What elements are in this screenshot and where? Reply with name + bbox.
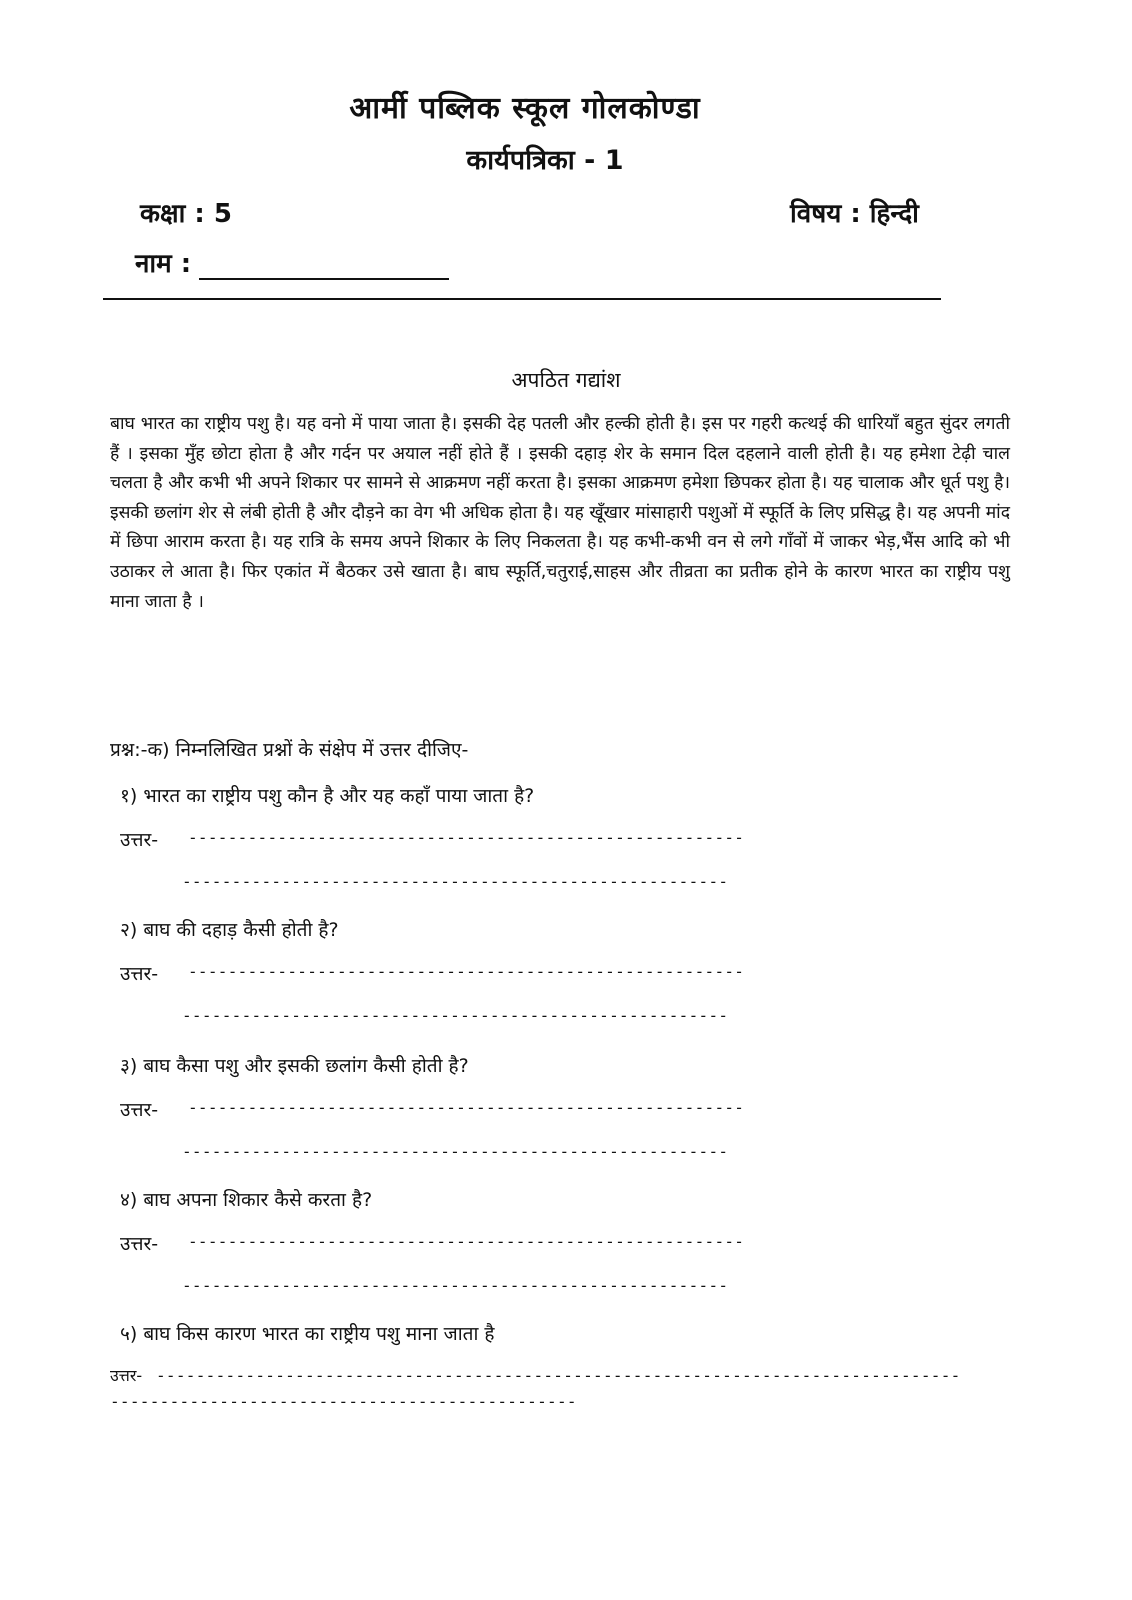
worksheet-title: कार्यपत्रिका - 1 <box>466 145 624 176</box>
answer-line-3b[interactable]: ------------------------------------------------------- <box>182 1142 729 1161</box>
header-divider <box>103 298 941 300</box>
question-4: ४) बाघ अपना शिकार कैसे करता है? <box>120 1189 373 1211</box>
school-name: आर्मी पब्लिक स्कूल गोलकोण्डा <box>349 91 701 126</box>
name-label: नाम : <box>135 249 192 279</box>
subject-label: विषय : हिन्दी <box>790 199 919 229</box>
answer-line-5a[interactable]: --------------------------------------------------------------------------------- <box>156 1366 961 1385</box>
answer-label-4: उत्तर- <box>120 1233 159 1255</box>
class-label: कक्षा : 5 <box>140 199 232 229</box>
answer-line-4a[interactable]: -------------------------------------------------------- <box>188 1232 745 1251</box>
passage-title: अपठित गद्यांश <box>511 368 621 392</box>
answer-line-1b[interactable]: ------------------------------------------------------- <box>182 872 729 891</box>
answer-label-1: उत्तर- <box>120 829 159 851</box>
question-5: ५) बाघ किस कारण भारत का राष्ट्रीय पशु माना जाता है <box>120 1323 495 1345</box>
answer-line-2a[interactable]: -------------------------------------------------------- <box>188 962 745 981</box>
answer-line-4b[interactable]: ------------------------------------------------------- <box>182 1276 729 1295</box>
question-3: ३) बाघ कैसा पशु और इसकी छलांग कैसी होती है? <box>120 1055 469 1077</box>
name-row <box>135 244 449 280</box>
answer-line-1a[interactable]: -------------------------------------------------------- <box>188 828 745 847</box>
answer-line-3a[interactable]: -------------------------------------------------------- <box>188 1098 745 1117</box>
answer-line-2b[interactable]: ------------------------------------------------------- <box>182 1006 729 1025</box>
answer-label-5: उत्तर- <box>110 1366 143 1385</box>
name-blank-line[interactable] <box>199 254 449 280</box>
question-1: १) भारत का राष्ट्रीय पशु कौन है और यह कहाँ पाया जाता है? <box>120 785 535 807</box>
answer-label-3: उत्तर- <box>120 1099 159 1121</box>
question-2: २) बाघ की दहाड़ कैसी होती है? <box>120 919 339 941</box>
answer-label-2: उत्तर- <box>120 963 159 985</box>
answer-line-5b[interactable]: ----------------------------------------------- <box>110 1392 577 1411</box>
passage-text: बाघ भारत का राष्ट्रीय पशु है। यह वनो में पाया जाता है। इसकी देह पतली और हल्की होती है। इस पर गहरी कत्थई की धारियाँ बहुत सुंदर लगती हैं । इसका मुँह छोटा होता है और गर्दन पर अयाल नहीं होते हैं । इसकी दहाड़ शेर के समान दिल दहलाने वाली होती है। यह हमेशा टेढ़ी चाल चलता है और कभी भी अपने शिकार पर सामने से आक्रमण नहीं करता है। इसका आक्रमण हमेशा छिपकर होता है। यह चालाक और धूर्त पशु है। इसकी छलांग शेर से लंबी होती है और दौड़ने का वेग भी अधिक होता है। यह खूँखार मांसाहारी पशुओं में स्फूर्ति के लिए प्रसिद्ध है। यह अपनी मांद में छिपा आराम करता है। यह रात्रि के समय अपने शिकार के लिए निकलता है। यह कभी-कभी वन से लगे गाँवों में जाकर भेड़,भैंस आदि को भी उठाकर ले आता है। फिर एकांत में बैठकर उसे खाता है। बाघ स्फूर्ति,चतुराई,साहस और तीव्रता का प्रतीक होने के कारण भारत का राष्ट्रीय पशु माना जाता है । <box>110 414 1010 612</box>
questions-instruction: प्रश्न:-क) निम्नलिखित प्रश्नों के संक्षेप में उत्तर दीजिए- <box>110 739 469 761</box>
